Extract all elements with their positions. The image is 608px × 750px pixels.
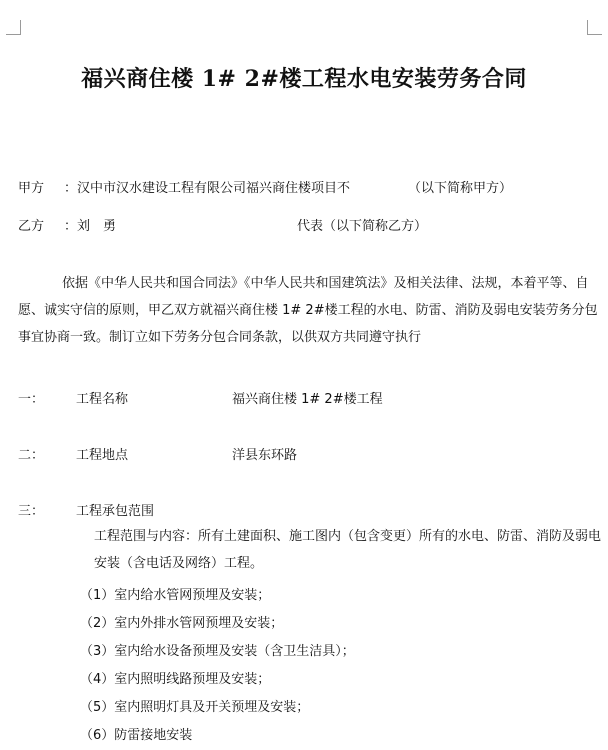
party-b-note: 代表（以下简称乙方） bbox=[297, 219, 428, 234]
section-1-value: 福兴商住楼 1# 2#楼工程 bbox=[232, 392, 383, 407]
party-b-value: ：刘 勇 bbox=[64, 219, 117, 234]
party-a-value: ：汉中市汉水建设工程有限公司福兴商住楼项目不 bbox=[64, 181, 351, 196]
scope-item: （1）室内给水管网预埋及安装； bbox=[80, 588, 271, 603]
scope-item: （6）防雷接地安装 bbox=[80, 728, 193, 743]
preamble-paragraph bbox=[18, 270, 602, 351]
scope-item: （3）室内给水设备预埋及安装（含卫生洁具）； bbox=[80, 644, 355, 659]
scope-item: （2）室内外排水管网预埋及安装； bbox=[80, 616, 284, 631]
scope-item: （4）室内照明线路预埋及安装； bbox=[80, 672, 271, 687]
party-a-note: （以下简称甲方） bbox=[408, 181, 513, 196]
page-corner-mark-left bbox=[6, 20, 21, 35]
page-corner-mark-right bbox=[587, 20, 602, 35]
section-2-label: 工程地点 bbox=[76, 448, 129, 463]
preamble-text: 依据《中华人民共和国合同法》《中华人民共和国建筑法》及相关法律、法规，本着平等、自愿、诚实守信的原则，甲乙双方就福兴商住楼 1# 2#楼工程的水电、防雷、消防及弱电安装劳务分包事宜协商一致。制订立如下劳务分包合同条款，以供双方共同遵守执行 bbox=[18, 276, 598, 345]
section-1-label: 工程名称 bbox=[76, 392, 129, 407]
document-title: 福兴商住楼 1# 2#楼工程水电安装劳务合同 bbox=[81, 66, 527, 92]
section-3-number: 三： bbox=[18, 504, 45, 519]
section-3-label: 工程承包范围 bbox=[76, 504, 155, 519]
section-1-number: 一： bbox=[18, 392, 45, 407]
party-a-label: 甲方 bbox=[18, 181, 45, 196]
scope-item: （5）室内照明灯具及开关预埋及安装； bbox=[80, 700, 310, 715]
section-2-number: 二： bbox=[18, 448, 45, 463]
party-b-label: 乙方 bbox=[18, 219, 45, 234]
section-2-value: 洋县东环路 bbox=[232, 448, 298, 463]
scope-description: 工程范围与内容：所有土建面积、施工图内（包含变更）所有的水电、防雷、消防及弱电安装（含电话及网络）工程。 bbox=[94, 529, 602, 571]
